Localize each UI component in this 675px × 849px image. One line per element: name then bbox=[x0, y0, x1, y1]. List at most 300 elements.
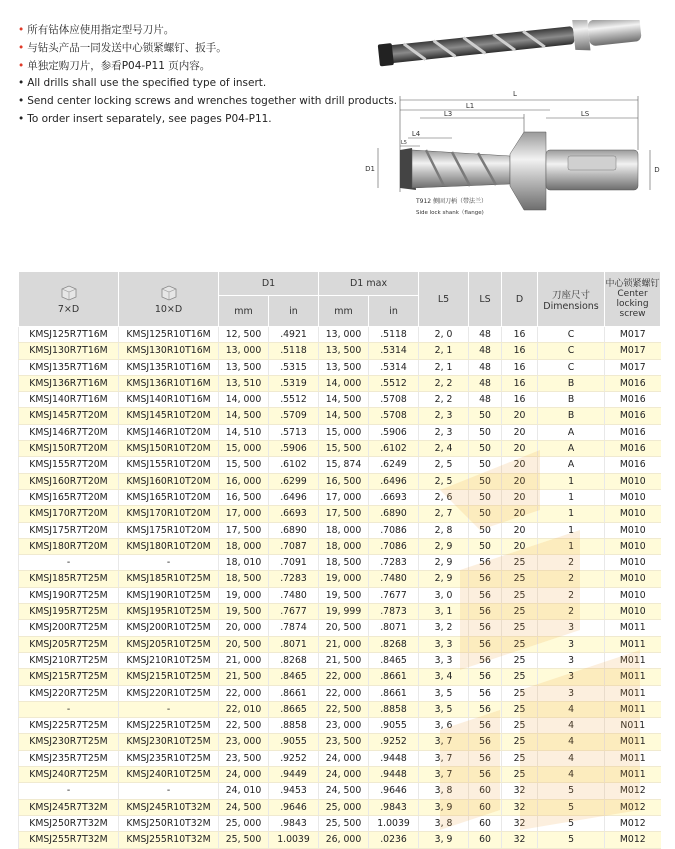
cell-screw: M017 bbox=[605, 343, 661, 359]
cell-model-10xd: KMSJ140R10T16M bbox=[119, 392, 219, 408]
cell-d: 20 bbox=[502, 441, 538, 457]
cell-dimensions: A bbox=[538, 441, 605, 457]
cell-model-7xd: KMSJ185R7T25M bbox=[19, 571, 119, 587]
spec-table bbox=[18, 271, 661, 849]
cell-ls: 56 bbox=[469, 701, 502, 717]
cell-d: 20 bbox=[502, 457, 538, 473]
cell-d1-mm: 17, 500 bbox=[219, 522, 269, 538]
cell-d1-in: .6890 bbox=[269, 522, 319, 538]
cell-model-10xd: KMSJ250R10T32M bbox=[119, 815, 219, 831]
cell-d1max-in: .7283 bbox=[369, 555, 419, 571]
cell-dimensions: A bbox=[538, 457, 605, 473]
cell-d1-in: .7283 bbox=[269, 571, 319, 587]
cell-d1max-mm: 14, 500 bbox=[319, 408, 369, 424]
cell-d: 25 bbox=[502, 587, 538, 603]
cell-d1max-mm: 15, 874 bbox=[319, 457, 369, 473]
cell-model-7xd: KMSJ130R7T16M bbox=[19, 343, 119, 359]
cell-dimensions: 4 bbox=[538, 750, 605, 766]
header-d1max-mm: mm bbox=[319, 296, 369, 327]
bullet-icon: • bbox=[18, 41, 25, 54]
table-row bbox=[19, 375, 661, 391]
cell-d1-in: .8665 bbox=[269, 701, 319, 717]
cell-d1max-mm: 15, 000 bbox=[319, 424, 369, 440]
cell-model-7xd: KMSJ225R7T25M bbox=[19, 718, 119, 734]
cell-d1-in: .9252 bbox=[269, 750, 319, 766]
cell-dimensions: 4 bbox=[538, 701, 605, 717]
cell-model-7xd: KMSJ155R7T20M bbox=[19, 457, 119, 473]
cell-d1max-in: .6496 bbox=[369, 473, 419, 489]
cell-d1-mm: 14, 000 bbox=[219, 392, 269, 408]
cell-ls: 50 bbox=[469, 441, 502, 457]
cell-d1max-in: .5118 bbox=[369, 327, 419, 343]
table-row bbox=[19, 571, 661, 587]
cell-model-7xd: KMSJ210R7T25M bbox=[19, 652, 119, 668]
cell-d: 20 bbox=[502, 424, 538, 440]
cell-screw: M017 bbox=[605, 359, 661, 375]
cell-d1max-in: .5314 bbox=[369, 343, 419, 359]
cell-d1max-in: .8661 bbox=[369, 685, 419, 701]
cell-ls: 48 bbox=[469, 327, 502, 343]
cell-d1max-mm: 19, 999 bbox=[319, 604, 369, 620]
cell-model-10xd: KMSJ215R10T25M bbox=[119, 669, 219, 685]
cell-model-7xd: - bbox=[19, 701, 119, 717]
table-row bbox=[19, 701, 661, 717]
cell-d1max-mm: 21, 000 bbox=[319, 636, 369, 652]
cell-model-10xd: KMSJ150R10T20M bbox=[119, 441, 219, 457]
cell-d: 32 bbox=[502, 815, 538, 831]
label-L4: L4 bbox=[411, 130, 421, 138]
cell-d1-mm: 21, 000 bbox=[219, 652, 269, 668]
cell-d1max-mm: 24, 000 bbox=[319, 767, 369, 783]
cell-l5: 2, 5 bbox=[419, 473, 469, 489]
cell-d1max-mm: 23, 000 bbox=[319, 718, 369, 734]
table-row bbox=[19, 424, 661, 440]
drill-photo bbox=[377, 20, 642, 72]
cell-d1max-mm: 20, 500 bbox=[319, 620, 369, 636]
cell-d1max-mm: 25, 500 bbox=[319, 815, 369, 831]
cell-model-7xd: KMSJ235R7T25M bbox=[19, 750, 119, 766]
cell-dimensions: 3 bbox=[538, 669, 605, 685]
cell-d1-mm: 20, 500 bbox=[219, 636, 269, 652]
cell-l5: 3, 8 bbox=[419, 783, 469, 799]
cell-d1max-mm: 14, 500 bbox=[319, 392, 369, 408]
cell-d: 25 bbox=[502, 652, 538, 668]
cell-dimensions: B bbox=[538, 408, 605, 424]
table-row bbox=[19, 815, 661, 831]
cell-model-7xd: KMSJ150R7T20M bbox=[19, 441, 119, 457]
cell-model-7xd: KMSJ165R7T20M bbox=[19, 489, 119, 505]
cell-d1max-mm: 22, 500 bbox=[319, 701, 369, 717]
spec-table-body bbox=[19, 327, 661, 849]
table-row bbox=[19, 327, 661, 343]
cell-l5: 2, 5 bbox=[419, 457, 469, 473]
cell-ls: 60 bbox=[469, 832, 502, 848]
cell-d1max-mm: 24, 500 bbox=[319, 783, 369, 799]
cell-screw: M010 bbox=[605, 604, 661, 620]
cell-d1-mm: 19, 500 bbox=[219, 604, 269, 620]
cell-dimensions: 4 bbox=[538, 718, 605, 734]
table-row bbox=[19, 587, 661, 603]
cell-d1max-in: .8071 bbox=[369, 620, 419, 636]
cell-model-7xd: KMSJ125R7T16M bbox=[19, 327, 119, 343]
cell-d: 25 bbox=[502, 604, 538, 620]
cell-l5: 3, 3 bbox=[419, 636, 469, 652]
cell-l5: 3, 7 bbox=[419, 767, 469, 783]
cell-d1-in: .8268 bbox=[269, 652, 319, 668]
cell-screw: M017 bbox=[605, 327, 661, 343]
table-row bbox=[19, 538, 661, 554]
cell-screw: M010 bbox=[605, 522, 661, 538]
cell-l5: 3, 7 bbox=[419, 734, 469, 750]
bullet-icon: • bbox=[18, 59, 25, 72]
cell-d1max-mm: 19, 500 bbox=[319, 587, 369, 603]
cell-dimensions: C bbox=[538, 359, 605, 375]
cell-d1-in: .8661 bbox=[269, 685, 319, 701]
cell-d1-in: .8858 bbox=[269, 718, 319, 734]
cell-d: 16 bbox=[502, 375, 538, 391]
cell-d1-in: .7677 bbox=[269, 604, 319, 620]
cell-model-10xd: KMSJ130R10T16M bbox=[119, 343, 219, 359]
cell-ls: 56 bbox=[469, 685, 502, 701]
table-row bbox=[19, 750, 661, 766]
table-row bbox=[19, 799, 661, 815]
cell-screw: M016 bbox=[605, 375, 661, 391]
cell-ls: 56 bbox=[469, 587, 502, 603]
table-row bbox=[19, 555, 661, 571]
cell-dimensions: 1 bbox=[538, 473, 605, 489]
cell-dimensions: 2 bbox=[538, 571, 605, 587]
cell-d1max-in: .7086 bbox=[369, 522, 419, 538]
table-row bbox=[19, 620, 661, 636]
cell-screw: N011 bbox=[605, 718, 661, 734]
cell-l5: 2, 1 bbox=[419, 359, 469, 375]
cell-ls: 56 bbox=[469, 620, 502, 636]
table-row bbox=[19, 767, 661, 783]
cell-dimensions: 5 bbox=[538, 815, 605, 831]
cell-d1max-mm: 18, 000 bbox=[319, 538, 369, 554]
cell-dimensions: C bbox=[538, 327, 605, 343]
cell-ls: 60 bbox=[469, 783, 502, 799]
cell-l5: 2, 6 bbox=[419, 489, 469, 505]
bullet-icon: • bbox=[18, 77, 25, 90]
table-row bbox=[19, 783, 661, 799]
cell-ls: 50 bbox=[469, 424, 502, 440]
cell-d1max-mm: 13, 000 bbox=[319, 327, 369, 343]
cell-screw: M016 bbox=[605, 408, 661, 424]
note-text: All drills shall use the specified type of insert. bbox=[27, 77, 267, 90]
cell-d1max-mm: 18, 500 bbox=[319, 555, 369, 571]
table-row bbox=[19, 489, 661, 505]
cell-d: 20 bbox=[502, 473, 538, 489]
cell-l5: 2, 8 bbox=[419, 522, 469, 538]
table-row bbox=[19, 669, 661, 685]
cell-model-7xd: KMSJ215R7T25M bbox=[19, 669, 119, 685]
cell-d1max-in: .6693 bbox=[369, 489, 419, 505]
cell-d1max-mm: 18, 000 bbox=[319, 522, 369, 538]
cell-model-10xd: KMSJ135R10T16M bbox=[119, 359, 219, 375]
cell-d1-in: .8465 bbox=[269, 669, 319, 685]
cell-d1max-in: .6249 bbox=[369, 457, 419, 473]
figure-caption-en: Side lock shank（flange) bbox=[416, 210, 484, 216]
cell-l5: 2, 2 bbox=[419, 392, 469, 408]
cell-d1max-mm: 19, 000 bbox=[319, 571, 369, 587]
cell-d1-mm: 16, 000 bbox=[219, 473, 269, 489]
cell-d1-mm: 13, 000 bbox=[219, 343, 269, 359]
cell-d1-in: .6693 bbox=[269, 506, 319, 522]
cell-d: 25 bbox=[502, 767, 538, 783]
table-row bbox=[19, 636, 661, 652]
cell-d1max-in: .5708 bbox=[369, 408, 419, 424]
cell-d1-in: .5709 bbox=[269, 408, 319, 424]
header-l5: L5 bbox=[419, 272, 469, 327]
table-row bbox=[19, 604, 661, 620]
cell-d: 25 bbox=[502, 685, 538, 701]
cell-l5: 2, 2 bbox=[419, 375, 469, 391]
cell-l5: 3, 9 bbox=[419, 799, 469, 815]
cell-ls: 56 bbox=[469, 636, 502, 652]
cell-ls: 50 bbox=[469, 506, 502, 522]
cell-dimensions: 3 bbox=[538, 685, 605, 701]
cell-screw: M011 bbox=[605, 685, 661, 701]
table-row bbox=[19, 832, 661, 848]
cell-d1-in: .6299 bbox=[269, 473, 319, 489]
cell-dimensions: 1 bbox=[538, 489, 605, 505]
cell-model-10xd: KMSJ165R10T20M bbox=[119, 489, 219, 505]
cell-l5: 2, 3 bbox=[419, 424, 469, 440]
cell-d1max-in: .5512 bbox=[369, 375, 419, 391]
cell-ls: 56 bbox=[469, 767, 502, 783]
cell-ls: 50 bbox=[469, 473, 502, 489]
cell-d1-in: .6496 bbox=[269, 489, 319, 505]
cell-d: 25 bbox=[502, 620, 538, 636]
cell-d1max-in: .0236 bbox=[369, 832, 419, 848]
cell-model-7xd: KMSJ190R7T25M bbox=[19, 587, 119, 603]
cell-screw: M012 bbox=[605, 783, 661, 799]
cell-ls: 50 bbox=[469, 522, 502, 538]
cell-screw: M016 bbox=[605, 457, 661, 473]
cell-d1-mm: 20, 000 bbox=[219, 620, 269, 636]
cell-screw: M011 bbox=[605, 620, 661, 636]
drill-figure bbox=[360, 20, 660, 225]
cell-d1-mm: 19, 000 bbox=[219, 587, 269, 603]
cell-model-10xd: - bbox=[119, 783, 219, 799]
cell-d1max-mm: 16, 500 bbox=[319, 473, 369, 489]
cell-d1-in: .9843 bbox=[269, 815, 319, 831]
cell-screw: M016 bbox=[605, 441, 661, 457]
cell-d1max-in: .5314 bbox=[369, 359, 419, 375]
table-row bbox=[19, 457, 661, 473]
cell-model-10xd: - bbox=[119, 555, 219, 571]
header-screw: 中心锁紧螺钉 Center locking screw bbox=[605, 272, 661, 327]
cell-screw: M012 bbox=[605, 799, 661, 815]
cell-d: 25 bbox=[502, 636, 538, 652]
cell-model-10xd: KMSJ235R10T25M bbox=[119, 750, 219, 766]
cell-d1-in: .9449 bbox=[269, 767, 319, 783]
cell-screw: M010 bbox=[605, 506, 661, 522]
cell-model-7xd: KMSJ250R7T32M bbox=[19, 815, 119, 831]
cell-l5: 3, 3 bbox=[419, 652, 469, 668]
header-d1-mm: mm bbox=[219, 296, 269, 327]
cell-d1-mm: 25, 500 bbox=[219, 832, 269, 848]
cell-ls: 56 bbox=[469, 571, 502, 587]
cell-model-7xd: KMSJ195R7T25M bbox=[19, 604, 119, 620]
cell-d1-mm: 12, 500 bbox=[219, 327, 269, 343]
table-row bbox=[19, 506, 661, 522]
cell-d: 16 bbox=[502, 359, 538, 375]
cell-d1-in: .4921 bbox=[269, 327, 319, 343]
cell-model-10xd: KMSJ160R10T20M bbox=[119, 473, 219, 489]
cell-d: 25 bbox=[502, 555, 538, 571]
header-dimensions: 刀座尺寸 Dimensions bbox=[538, 272, 605, 327]
cell-model-10xd: KMSJ255R10T32M bbox=[119, 832, 219, 848]
cell-ls: 48 bbox=[469, 375, 502, 391]
cell-d1max-mm: 24, 000 bbox=[319, 750, 369, 766]
cell-model-10xd: KMSJ240R10T25M bbox=[119, 767, 219, 783]
cell-dimensions: 5 bbox=[538, 783, 605, 799]
cell-ls: 50 bbox=[469, 408, 502, 424]
cell-model-7xd: KMSJ146R7T20M bbox=[19, 424, 119, 440]
cell-model-10xd: KMSJ136R10T16M bbox=[119, 375, 219, 391]
cell-l5: 3, 1 bbox=[419, 604, 469, 620]
cell-screw: M016 bbox=[605, 392, 661, 408]
cell-ls: 60 bbox=[469, 815, 502, 831]
cell-d1-mm: 22, 010 bbox=[219, 701, 269, 717]
cell-l5: 3, 8 bbox=[419, 815, 469, 831]
cell-l5: 2, 4 bbox=[419, 441, 469, 457]
cell-ls: 60 bbox=[469, 799, 502, 815]
cell-screw: M011 bbox=[605, 669, 661, 685]
cell-screw: M011 bbox=[605, 734, 661, 750]
cell-l5: 3, 7 bbox=[419, 750, 469, 766]
cell-d1max-in: .8661 bbox=[369, 669, 419, 685]
cell-dimensions: 4 bbox=[538, 734, 605, 750]
cell-d1-mm: 22, 500 bbox=[219, 718, 269, 734]
label-L: L bbox=[513, 90, 517, 98]
cell-d1-mm: 17, 000 bbox=[219, 506, 269, 522]
cell-model-7xd: KMSJ145R7T20M bbox=[19, 408, 119, 424]
header-d: D bbox=[502, 272, 538, 327]
cell-dimensions: 4 bbox=[538, 767, 605, 783]
cell-d1-in: .5315 bbox=[269, 359, 319, 375]
header-d1max: D1 max bbox=[319, 272, 419, 296]
cell-model-7xd: KMSJ140R7T16M bbox=[19, 392, 119, 408]
note-item bbox=[18, 111, 378, 129]
cell-ls: 56 bbox=[469, 734, 502, 750]
header-d1-in: in bbox=[269, 296, 319, 327]
cell-ls: 50 bbox=[469, 538, 502, 554]
cell-d: 25 bbox=[502, 571, 538, 587]
cell-model-7xd: - bbox=[19, 555, 119, 571]
cell-d1-mm: 15, 500 bbox=[219, 457, 269, 473]
cell-d1-in: .9646 bbox=[269, 799, 319, 815]
cell-model-7xd: KMSJ255R7T32M bbox=[19, 832, 119, 848]
cell-model-10xd: KMSJ200R10T25M bbox=[119, 620, 219, 636]
cell-d1max-in: .5906 bbox=[369, 424, 419, 440]
cell-d1-in: .6102 bbox=[269, 457, 319, 473]
cell-model-10xd: KMSJ155R10T20M bbox=[119, 457, 219, 473]
cell-dimensions: 3 bbox=[538, 652, 605, 668]
cell-d1-in: .5906 bbox=[269, 441, 319, 457]
table-row bbox=[19, 522, 661, 538]
cell-ls: 56 bbox=[469, 604, 502, 620]
cell-d: 25 bbox=[502, 734, 538, 750]
cell-screw: M011 bbox=[605, 750, 661, 766]
cell-l5: 2, 1 bbox=[419, 343, 469, 359]
cell-l5: 2, 7 bbox=[419, 506, 469, 522]
header-7xd: 7×D bbox=[19, 272, 119, 327]
cell-dimensions: 2 bbox=[538, 587, 605, 603]
cell-model-10xd: KMSJ195R10T25M bbox=[119, 604, 219, 620]
bullet-icon: • bbox=[18, 112, 25, 125]
cell-dimensions: 3 bbox=[538, 636, 605, 652]
cell-l5: 3, 5 bbox=[419, 701, 469, 717]
cell-d1max-mm: 26, 000 bbox=[319, 832, 369, 848]
cell-d1-in: .9055 bbox=[269, 734, 319, 750]
note-item bbox=[18, 75, 378, 93]
cell-screw: M011 bbox=[605, 701, 661, 717]
table-row bbox=[19, 408, 661, 424]
cell-d: 20 bbox=[502, 489, 538, 505]
note-text: To order insert separately, see pages P04-P11. bbox=[27, 112, 272, 125]
cell-model-7xd: KMSJ160R7T20M bbox=[19, 473, 119, 489]
cell-model-10xd: KMSJ180R10T20M bbox=[119, 538, 219, 554]
cell-d1max-mm: 22, 000 bbox=[319, 685, 369, 701]
cell-ls: 56 bbox=[469, 750, 502, 766]
cell-d1max-in: .8268 bbox=[369, 636, 419, 652]
cell-ls: 56 bbox=[469, 669, 502, 685]
cell-d1max-in: .6102 bbox=[369, 441, 419, 457]
cell-dimensions: B bbox=[538, 375, 605, 391]
cell-model-10xd: KMSJ145R10T20M bbox=[119, 408, 219, 424]
cell-d1max-in: .9843 bbox=[369, 799, 419, 815]
cell-model-10xd: KMSJ125R10T16M bbox=[119, 327, 219, 343]
cell-d1-mm: 13, 510 bbox=[219, 375, 269, 391]
figure-caption-zh: T912 侧固刀柄（带法兰） bbox=[416, 198, 488, 205]
cell-model-10xd: KMSJ225R10T25M bbox=[119, 718, 219, 734]
cell-d1-mm: 25, 000 bbox=[219, 815, 269, 831]
cell-screw: M010 bbox=[605, 555, 661, 571]
note-item bbox=[18, 93, 398, 111]
cell-d1max-mm: 15, 500 bbox=[319, 441, 369, 457]
cell-d1-mm: 16, 500 bbox=[219, 489, 269, 505]
cell-dimensions: C bbox=[538, 343, 605, 359]
cell-ls: 56 bbox=[469, 555, 502, 571]
cell-d1-mm: 18, 500 bbox=[219, 571, 269, 587]
cell-screw: M010 bbox=[605, 489, 661, 505]
cell-screw: M010 bbox=[605, 473, 661, 489]
cell-d1-mm: 21, 500 bbox=[219, 669, 269, 685]
cell-d: 16 bbox=[502, 392, 538, 408]
cell-d1-in: .7874 bbox=[269, 620, 319, 636]
insert-icon bbox=[159, 284, 179, 302]
cell-d: 25 bbox=[502, 718, 538, 734]
cell-ls: 56 bbox=[469, 718, 502, 734]
cell-l5: 3, 4 bbox=[419, 669, 469, 685]
table-row bbox=[19, 359, 661, 375]
cell-screw: M016 bbox=[605, 424, 661, 440]
cell-screw: M010 bbox=[605, 587, 661, 603]
label-D: D bbox=[654, 166, 660, 174]
table-row bbox=[19, 718, 661, 734]
cell-dimensions: 2 bbox=[538, 555, 605, 571]
cell-model-7xd: - bbox=[19, 783, 119, 799]
insert-icon bbox=[59, 284, 79, 302]
cell-d1max-in: .7480 bbox=[369, 571, 419, 587]
cell-d1max-in: 1.0039 bbox=[369, 815, 419, 831]
cell-screw: M012 bbox=[605, 832, 661, 848]
cell-d1-in: .8071 bbox=[269, 636, 319, 652]
cell-screw: M012 bbox=[605, 815, 661, 831]
